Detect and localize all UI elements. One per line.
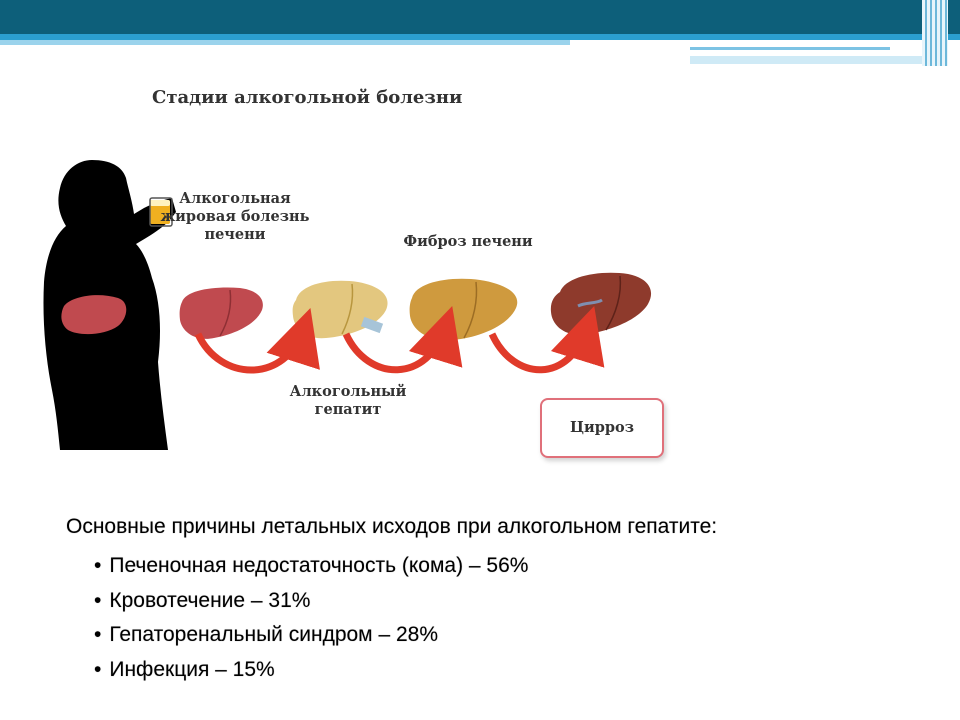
stage-label-fatty-liver: Алкогольная жировая болезнь печени bbox=[160, 190, 310, 243]
stage-label-cirrhosis: Цирроз bbox=[570, 419, 634, 436]
healthy-liver-icon bbox=[180, 288, 263, 339]
causes-heading: Основные причины летальных исходов при алкогольном гепатите: bbox=[66, 515, 718, 538]
stage-label-fibrosis: Фиброз печени bbox=[403, 233, 533, 250]
stage-label-hepatitis: Алкогольный гепатит bbox=[289, 383, 407, 418]
list-item: • Инфекция – 15% bbox=[94, 653, 946, 688]
cirrhosis-callout bbox=[540, 398, 664, 458]
progression-arrows bbox=[198, 326, 588, 370]
list-item: • Печеночная недостаточность (кома) – 56% bbox=[94, 549, 946, 584]
list-item: • Кровотечение – 31% bbox=[94, 584, 946, 619]
drinking-person-silhouette-icon bbox=[43, 160, 176, 450]
fibrotic-liver-icon bbox=[410, 279, 518, 340]
mortality-causes bbox=[66, 515, 946, 687]
causes-list bbox=[66, 549, 946, 687]
list-item: • Гепаторенальный синдром – 28% bbox=[94, 618, 946, 653]
cirrhotic-liver-icon bbox=[551, 273, 651, 335]
diagram-title: Стадии алкогольной болезни bbox=[152, 87, 463, 108]
